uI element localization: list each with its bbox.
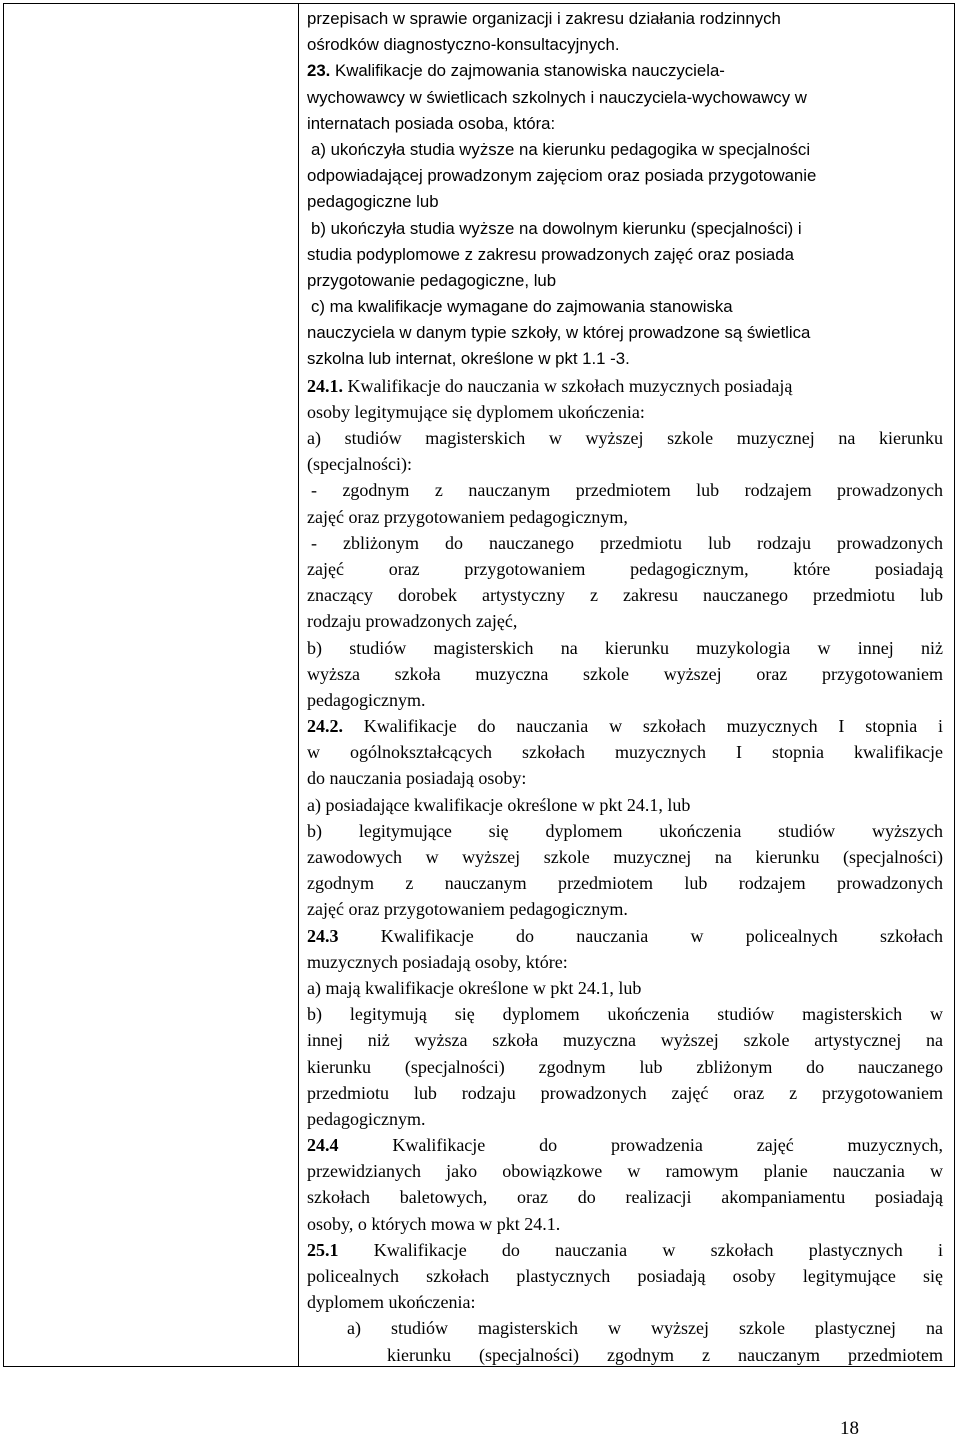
line-text: b) studiów magisterskich na kierunku muzykologia w innej niż bbox=[307, 637, 943, 658]
text-line bbox=[307, 1027, 943, 1053]
line-text: zgodnym z nauczanym przedmiotem lub rodzajem prowadzonych bbox=[307, 873, 943, 894]
line-text: w ogólnokształcących szkołach muzycznych I stopnia kwalifikacje bbox=[307, 742, 943, 763]
text-line bbox=[307, 399, 943, 425]
line-text: zajęć oraz przygotowaniem pedagogicznym, bbox=[307, 506, 628, 527]
section-number: 23. bbox=[307, 61, 331, 81]
line-text: b) ukończyła studia wyższe na dowolnym kierunku (specjalności) i bbox=[311, 218, 802, 238]
line-text: przygotowanie pedagogiczne, lub bbox=[307, 270, 557, 290]
text-line bbox=[307, 687, 943, 713]
line-text: przepisach w sprawie organizacji i zakresu działania rodzinnych bbox=[307, 9, 781, 28]
text-line bbox=[307, 268, 943, 294]
line-text: przewidzianych jako obowiązkowe w ramowym planie nauczania w bbox=[307, 1161, 943, 1182]
line-text: szkołach baletowych, oraz do realizacji akompaniamentu posiadają bbox=[307, 1187, 943, 1208]
line-text: pedagogicznym. bbox=[307, 1108, 426, 1129]
text-line bbox=[307, 373, 943, 399]
text-line bbox=[307, 504, 943, 530]
text-line bbox=[307, 32, 943, 58]
text-line bbox=[307, 1342, 943, 1368]
text-line bbox=[307, 163, 943, 189]
line-text: osoby, o których mowa w pkt 24.1. bbox=[307, 1213, 561, 1234]
line-text: innej niż wyższa szkoła muzyczna wyższej szkole artystycznej na bbox=[307, 1030, 943, 1051]
section-number: 24.1. bbox=[307, 375, 343, 396]
line-text: zajęć oraz przygotowaniem pedagogicznym, które posiadają bbox=[307, 558, 943, 579]
text-line bbox=[307, 739, 943, 765]
text-line bbox=[307, 923, 943, 949]
text-line bbox=[307, 844, 943, 870]
text-line bbox=[307, 346, 943, 372]
text-line bbox=[307, 189, 943, 215]
line-text: do nauczania posiadają osoby: bbox=[307, 768, 527, 789]
text-line bbox=[307, 137, 943, 163]
line-text: wychowawcy w świetlicach szkolnych i nauczyciela-wychowawcy w bbox=[307, 87, 807, 107]
line-text: studia podyplomowe z zakresu prowadzonych zajęć oraz posiada bbox=[307, 244, 794, 264]
line-text: a) mają kwalifikacje określone w pkt 24.1, lub bbox=[307, 977, 642, 998]
line-text: szkolna lub internat, określone w pkt 1.1 -3. bbox=[307, 349, 630, 369]
line-text: zajęć oraz przygotowaniem pedagogicznym. bbox=[307, 899, 628, 920]
text-line bbox=[307, 530, 943, 556]
section-number: 25.1 bbox=[307, 1239, 339, 1260]
text-line bbox=[307, 1184, 943, 1210]
line-text: pedagogicznym. bbox=[307, 689, 426, 710]
line-text: (specjalności): bbox=[307, 454, 412, 475]
text-line bbox=[307, 556, 943, 582]
text-line bbox=[307, 1263, 943, 1289]
text-line bbox=[307, 477, 943, 503]
text-line bbox=[307, 1080, 943, 1106]
text-line bbox=[307, 451, 943, 477]
text-line bbox=[307, 1315, 943, 1341]
text-line bbox=[307, 1106, 943, 1132]
text-line bbox=[307, 949, 943, 975]
text-line bbox=[307, 425, 943, 451]
line-text: - zbliżonym do nauczanego przedmiotu lub rodzaju prowadzonych bbox=[311, 532, 943, 553]
text-line bbox=[307, 792, 943, 818]
text-line bbox=[307, 85, 943, 111]
line-text: pedagogiczne lub bbox=[307, 192, 439, 212]
text-line bbox=[307, 608, 943, 634]
line-text: wyższa szkoła muzyczna szkole wyższej oraz przygotowaniem bbox=[307, 663, 943, 684]
line-text: znaczący dorobek artystyczny z zakresu nauczanego przedmiotu lub bbox=[307, 585, 943, 606]
text-line bbox=[307, 635, 943, 661]
text-line bbox=[307, 896, 943, 922]
text-line bbox=[307, 1289, 943, 1315]
text-line bbox=[307, 975, 943, 1001]
line-text: Kwalifikacje do prowadzenia zajęć muzycznych, bbox=[338, 1135, 943, 1156]
line-text: Kwalifikacje do nauczania w szkołach plastycznych i bbox=[338, 1239, 943, 1260]
text-line bbox=[307, 713, 943, 739]
empty-left-column bbox=[4, 4, 299, 1366]
text-line bbox=[307, 320, 943, 346]
text-line bbox=[307, 1001, 943, 1027]
text-line bbox=[307, 1211, 943, 1237]
text-line bbox=[307, 818, 943, 844]
section-number: 24.3 bbox=[307, 925, 339, 946]
text-line bbox=[307, 6, 943, 32]
line-text: rodzaju prowadzonych zajęć, bbox=[307, 611, 518, 632]
text-line bbox=[307, 58, 943, 84]
line-text: Kwalifikacje do nauczania w policealnych szkołach bbox=[338, 925, 943, 946]
section-number: 24.4 bbox=[307, 1135, 339, 1156]
line-text: policealnych szkołach plastycznych posiadają osoby legitymujące się bbox=[307, 1266, 943, 1286]
line-text: muzycznych posiadają osoby, które: bbox=[307, 951, 568, 972]
line-text: osoby legitymujące się dyplomem ukończenia: bbox=[307, 401, 645, 422]
line-text: a) ukończyła studia wyższe na kierunku pedagogika w specjalności bbox=[311, 139, 811, 159]
line-text: c) ma kwalifikacje wymagane do zajmowania stanowiska bbox=[311, 297, 733, 317]
line-text: zawodowych w wyższej szkole muzycznej na kierunku (specjalności) bbox=[307, 847, 943, 867]
text-line bbox=[307, 242, 943, 268]
line-text: - zgodnym z nauczanym przedmiotem lub rodzajem prowadzonych bbox=[311, 480, 943, 501]
text-line bbox=[307, 216, 943, 242]
line-text: internatach posiada osoba, która: bbox=[307, 113, 556, 133]
section-number: 24.2. bbox=[307, 716, 343, 737]
text-line bbox=[307, 1237, 943, 1263]
line-text: ośrodków diagnostyczno-konsultacyjnych. bbox=[307, 35, 620, 55]
line-text: a) posiadające kwalifikacje określone w pkt 24.1, lub bbox=[307, 794, 691, 815]
line-text: a) studiów magisterskich w wyższej szkole muzycznej na kierunku bbox=[307, 428, 943, 448]
line-text: odpowiadającej prowadzonym zajęciom oraz posiada przygotowanie bbox=[307, 166, 817, 186]
text-line bbox=[307, 870, 943, 896]
text-line bbox=[307, 294, 943, 320]
page-number: 18 bbox=[840, 1418, 859, 1439]
line-text: Kwalifikacje do nauczania w szkołach muzycznych I stopnia i bbox=[343, 716, 943, 737]
line-text: Kwalifikacje do zajmowania stanowiska nauczyciela- bbox=[330, 61, 725, 81]
text-line bbox=[307, 582, 943, 608]
text-line bbox=[307, 661, 943, 687]
line-text: a) studiów magisterskich w wyższej szkole plastycznej na bbox=[347, 1318, 943, 1339]
document-body bbox=[307, 6, 943, 1368]
text-line bbox=[307, 1054, 943, 1080]
line-text: kierunku (specjalności) zgodnym z nauczanym przedmiotem bbox=[387, 1344, 943, 1365]
line-text: Kwalifikacje do nauczania w szkołach muzycznych posiadają bbox=[343, 375, 793, 396]
text-line bbox=[307, 1132, 943, 1158]
line-text: nauczyciela w danym typie szkoły, w której prowadzone są świetlica bbox=[307, 323, 811, 343]
line-text: b) legitymują się dyplomem ukończenia studiów magisterskich w bbox=[307, 1004, 943, 1025]
text-line bbox=[307, 1158, 943, 1184]
text-line bbox=[307, 111, 943, 137]
text-line bbox=[307, 765, 943, 791]
line-text: przedmiotu lub rodzaju prowadzonych zajęć oraz z przygotowaniem bbox=[307, 1082, 943, 1103]
line-text: kierunku (specjalności) zgodnym lub zbliżonym do nauczanego bbox=[307, 1056, 943, 1077]
line-text: b) legitymujące się dyplomem ukończenia studiów wyższych bbox=[307, 820, 943, 841]
line-text: dyplomem ukończenia: bbox=[307, 1292, 476, 1313]
